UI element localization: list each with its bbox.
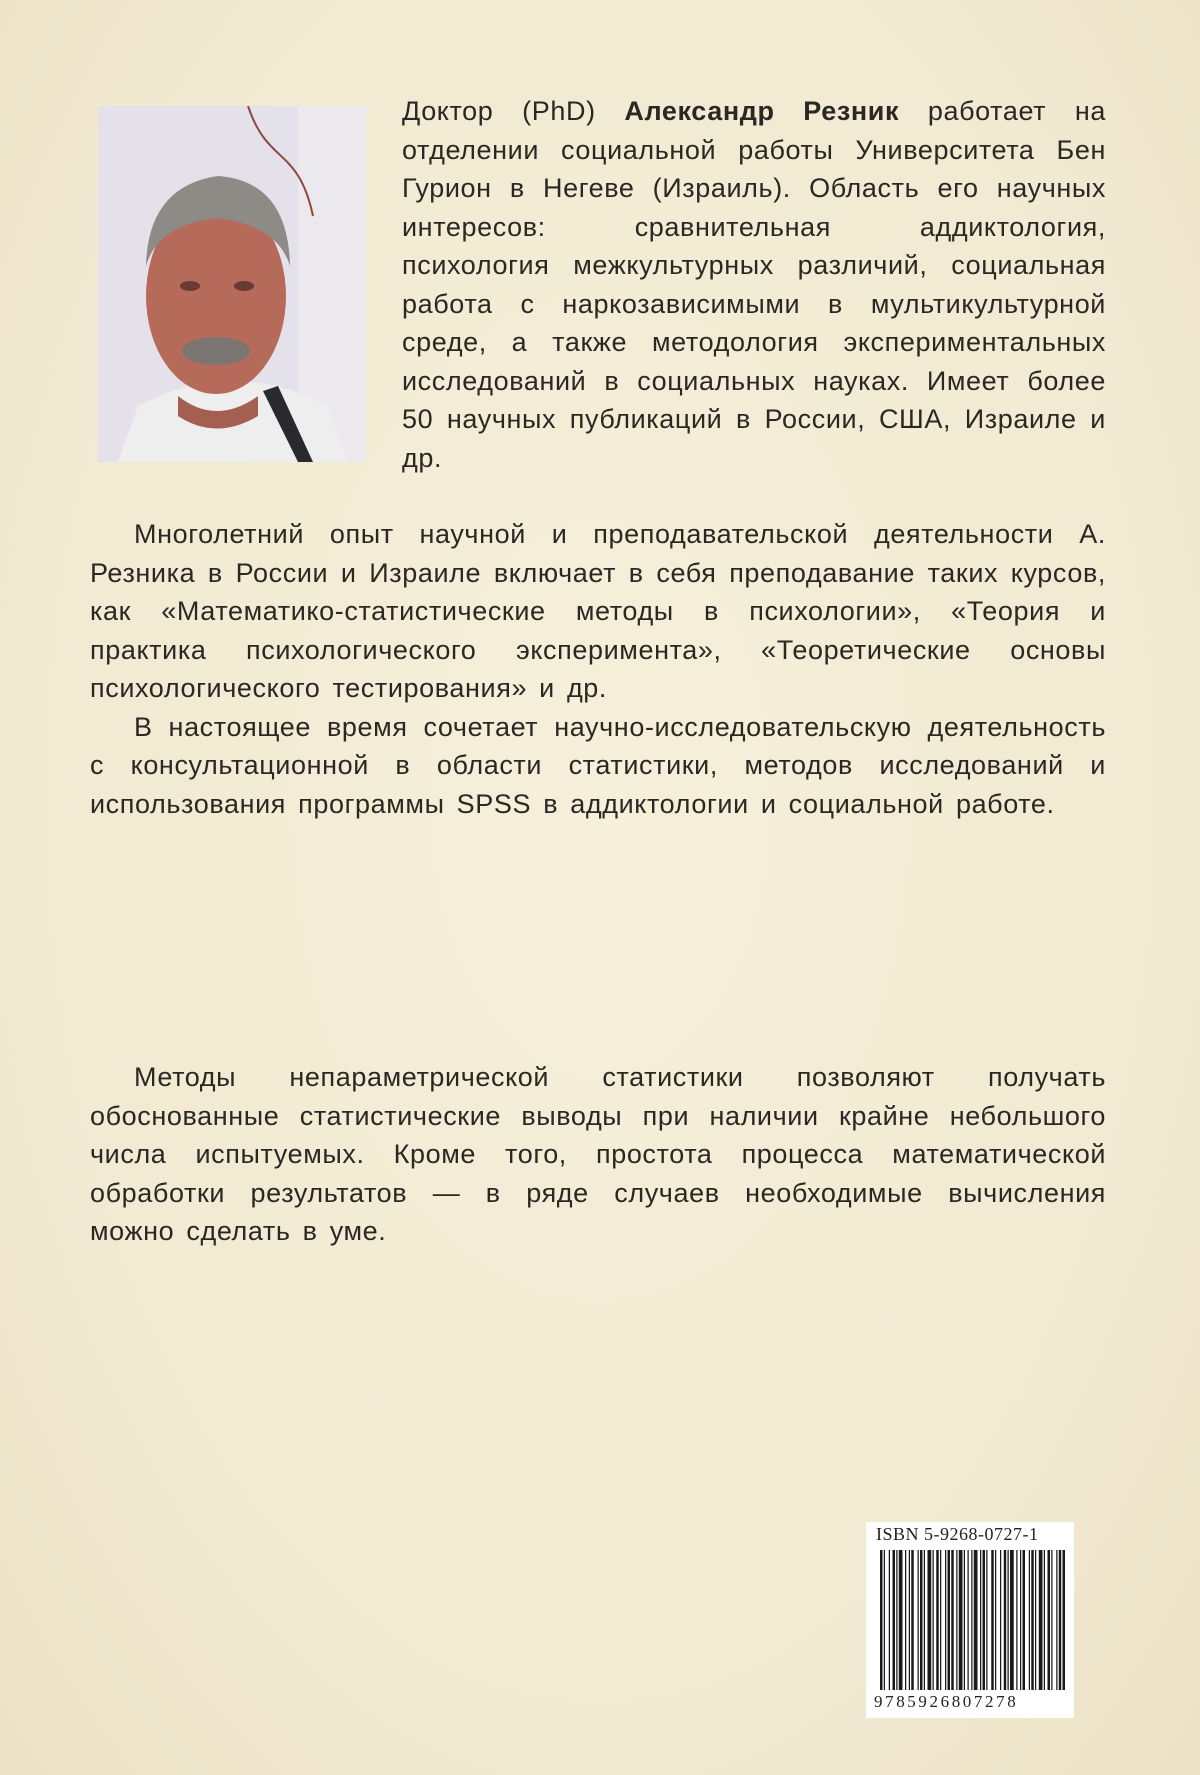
barcode-bar	[893, 1550, 896, 1690]
barcode-bar	[1020, 1550, 1021, 1690]
barcode-bar	[920, 1550, 923, 1690]
bio-paragraph-2: Многолетний опыт научной и преподавательской деятельности А. Резника в России и Израиле включает в себя преподавание таких курсов, как «Математико-статистические методы в психологии», «Теория и практика психологического эксперимента», «Теоретические основы психологического тестирования» и др.	[90, 519, 1106, 703]
barcode-bar	[971, 1550, 972, 1690]
barcode-bar	[1004, 1550, 1007, 1690]
barcode-bar	[896, 1550, 897, 1690]
barcode-bar	[899, 1550, 903, 1690]
barcode-bar	[909, 1550, 910, 1690]
author-photo	[98, 106, 366, 462]
barcode-bar	[1063, 1550, 1066, 1690]
barcode-bar	[928, 1550, 932, 1690]
barcode-bar	[1056, 1550, 1057, 1690]
barcode-bar	[945, 1550, 946, 1690]
barcode-bar	[1031, 1550, 1034, 1690]
barcode-bar	[905, 1550, 906, 1690]
author-name: Александр Резник	[624, 96, 900, 126]
barcode-bar	[880, 1550, 883, 1690]
barcode-bar	[1016, 1550, 1017, 1690]
barcode-bar	[983, 1550, 986, 1690]
barcode-bar	[980, 1550, 981, 1690]
barcode-bar	[1051, 1550, 1052, 1690]
barcode-bar	[1059, 1550, 1062, 1690]
barcode-bar	[968, 1550, 969, 1690]
barcode-bar	[951, 1550, 954, 1690]
barcode-bar	[1000, 1550, 1001, 1690]
barcode-bar	[959, 1550, 963, 1690]
barcode-bar	[986, 1550, 987, 1690]
barcode-bar	[918, 1550, 919, 1690]
barcode-bar	[911, 1550, 914, 1690]
barcode-bar	[1048, 1550, 1051, 1690]
barcode-bar	[940, 1550, 941, 1690]
bio-paragraph-3: В настоящее время сочетает научно-исследовательскую деятельность с консультационной в области статистики, методов исследований и использования программы SPSS в аддиктологии и социальной работе.	[90, 711, 1106, 819]
barcode-bar	[933, 1550, 934, 1690]
bio-intro-prefix: Доктор (PhD)	[402, 96, 625, 126]
barcode-bar	[1023, 1550, 1026, 1690]
barcode-bar	[1029, 1550, 1030, 1690]
barcode-bar	[936, 1550, 939, 1690]
barcode-bar	[1008, 1550, 1009, 1690]
barcode-bar	[924, 1550, 925, 1690]
barcode-bar	[974, 1550, 978, 1690]
barcode-bar	[1035, 1550, 1036, 1690]
barcode-bar	[964, 1550, 965, 1690]
bio-intro-rest: работает на отделении социальной работы Университета Бен Гурион в Негеве (Израиль). Область его научных интересов: сравнительная аддиктология, психология межкультурных различий, социальная работа с наркозависимыми в мультикультурной среде, а также методология экспериментальных исследований в социальных науках. Имеет более 50 научных публикаций в России, США, Израиле и др.	[402, 96, 1106, 473]
barcode-bar	[889, 1550, 890, 1690]
barcode-bar	[956, 1550, 957, 1690]
barcode-digits: 9785926807278	[874, 1692, 1019, 1711]
barcode-bar	[884, 1550, 885, 1690]
isbn-label: ISBN 5-9268-0727-1	[876, 1524, 1039, 1544]
barcode-bar	[948, 1550, 951, 1690]
book-blurb: Методы непараметрической статистики позволяют получать обоснованные статистические выводы при наличии крайне небольшого числа испытуемых. Кроме того, простота процесса математической обработки результатов — в ряде случаев необходимые вычисления можно сделать в уме.	[90, 1062, 1106, 1246]
author-bio-continued	[90, 515, 1106, 823]
barcode-bar	[995, 1550, 996, 1690]
book-description	[90, 1058, 1106, 1251]
barcode-bar	[1010, 1550, 1014, 1690]
barcode	[878, 1550, 1068, 1690]
barcode-bar	[1039, 1550, 1043, 1690]
barcode-bar	[1044, 1550, 1045, 1690]
author-bio	[402, 92, 1106, 477]
barcode-bar	[991, 1550, 994, 1690]
